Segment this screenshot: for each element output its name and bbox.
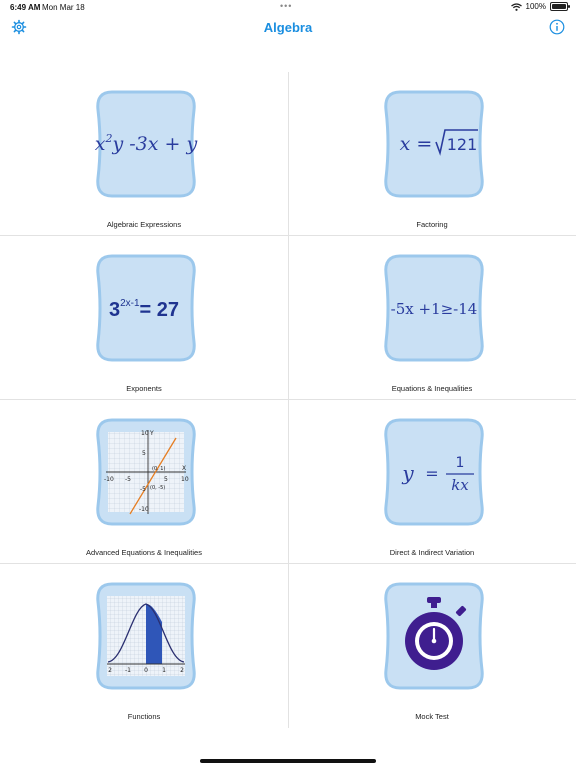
topics-grid bbox=[0, 72, 576, 728]
expr-rest: y -3x + y bbox=[112, 133, 198, 155]
battery-fill bbox=[552, 4, 566, 9]
tick-4: 1 bbox=[162, 667, 166, 674]
functions-tile-icon bbox=[94, 582, 198, 690]
tile-label: Mock Test bbox=[415, 712, 449, 721]
exp-rest: = 27 bbox=[139, 299, 180, 321]
page-title: Algebra bbox=[263, 20, 313, 35]
battery-percent: 100% bbox=[525, 2, 546, 11]
factoring-lhs: x = bbox=[399, 133, 433, 155]
battery-icon bbox=[550, 2, 568, 11]
xmax-label: 10 bbox=[181, 476, 189, 483]
topic-mock-test[interactable] bbox=[288, 564, 576, 728]
factoring-radicand: 121 bbox=[446, 135, 478, 154]
graph-tile-icon bbox=[94, 418, 198, 526]
ymax-label: 10 bbox=[141, 430, 149, 437]
tile-label: Equations & Inequalities bbox=[391, 384, 473, 393]
tile-label: Factoring bbox=[416, 220, 448, 229]
topic-advanced-equations[interactable] bbox=[0, 400, 288, 564]
svg-text:32x-1= 27 bbox=[109, 298, 179, 321]
multitask-dots-icon[interactable]: ••• bbox=[280, 1, 293, 11]
xneg-label: -5 bbox=[125, 476, 131, 483]
expr-sup: 2 bbox=[105, 132, 113, 145]
info-icon[interactable] bbox=[549, 19, 565, 35]
inequality-text: -5x +1≥-14 bbox=[390, 300, 478, 318]
expr-x: x bbox=[94, 133, 106, 155]
exp-base: 3 bbox=[108, 299, 121, 321]
point2-label: (0, -5) bbox=[150, 485, 166, 491]
topic-direct-indirect-variation[interactable] bbox=[288, 400, 576, 564]
factoring-tile-icon bbox=[382, 90, 486, 198]
point1-label: (0, 1) bbox=[152, 466, 166, 472]
tile-label: Advanced Equations & Inequalities bbox=[86, 548, 202, 557]
tile-label: Algebraic Expressions bbox=[106, 220, 182, 229]
yneg-label: -5 bbox=[140, 486, 146, 493]
variation-num: 1 bbox=[455, 455, 465, 471]
topic-algebraic-expressions[interactable] bbox=[0, 72, 288, 236]
topic-factoring[interactable] bbox=[288, 72, 576, 236]
exponents-tile-icon bbox=[94, 254, 198, 362]
xmin-label: -10 bbox=[104, 476, 114, 483]
tick-1: 2 bbox=[108, 667, 112, 674]
tile-label: Exponents bbox=[126, 384, 162, 393]
tile-label: Functions bbox=[127, 712, 161, 721]
topic-exponents[interactable] bbox=[0, 236, 288, 400]
status-time: 6:49 AM bbox=[10, 3, 41, 12]
tick-3: 0 bbox=[144, 667, 148, 674]
xlabel: X bbox=[182, 465, 187, 472]
home-indicator[interactable] bbox=[200, 759, 376, 763]
status-date: Mon Mar 18 bbox=[42, 3, 85, 12]
ymid-label: 5 bbox=[142, 450, 146, 457]
ymin-label: -10 bbox=[139, 506, 149, 513]
xpos-label: 5 bbox=[164, 476, 168, 483]
ylabel: Y bbox=[150, 430, 154, 437]
wifi-icon bbox=[511, 3, 522, 11]
topic-functions[interactable] bbox=[0, 564, 288, 728]
tick-2: -1 bbox=[125, 667, 131, 674]
variation-eq: = bbox=[425, 464, 439, 483]
status-right bbox=[511, 2, 568, 11]
variation-tile-icon bbox=[382, 418, 486, 526]
tick-5: 2 bbox=[180, 667, 184, 674]
variation-den: kx bbox=[451, 476, 469, 494]
nav-bar bbox=[0, 16, 576, 40]
stopwatch-tile-icon bbox=[382, 582, 486, 690]
algebraic-expressions-tile-icon bbox=[94, 90, 198, 198]
variation-y: y bbox=[402, 461, 414, 485]
topic-equations-inequalities[interactable] bbox=[288, 236, 576, 400]
status-bar bbox=[0, 0, 576, 16]
tile-label: Direct & Indirect Variation bbox=[389, 548, 475, 557]
equations-inequalities-tile-icon bbox=[382, 254, 486, 362]
exp-sup: 2x-1 bbox=[120, 298, 140, 309]
